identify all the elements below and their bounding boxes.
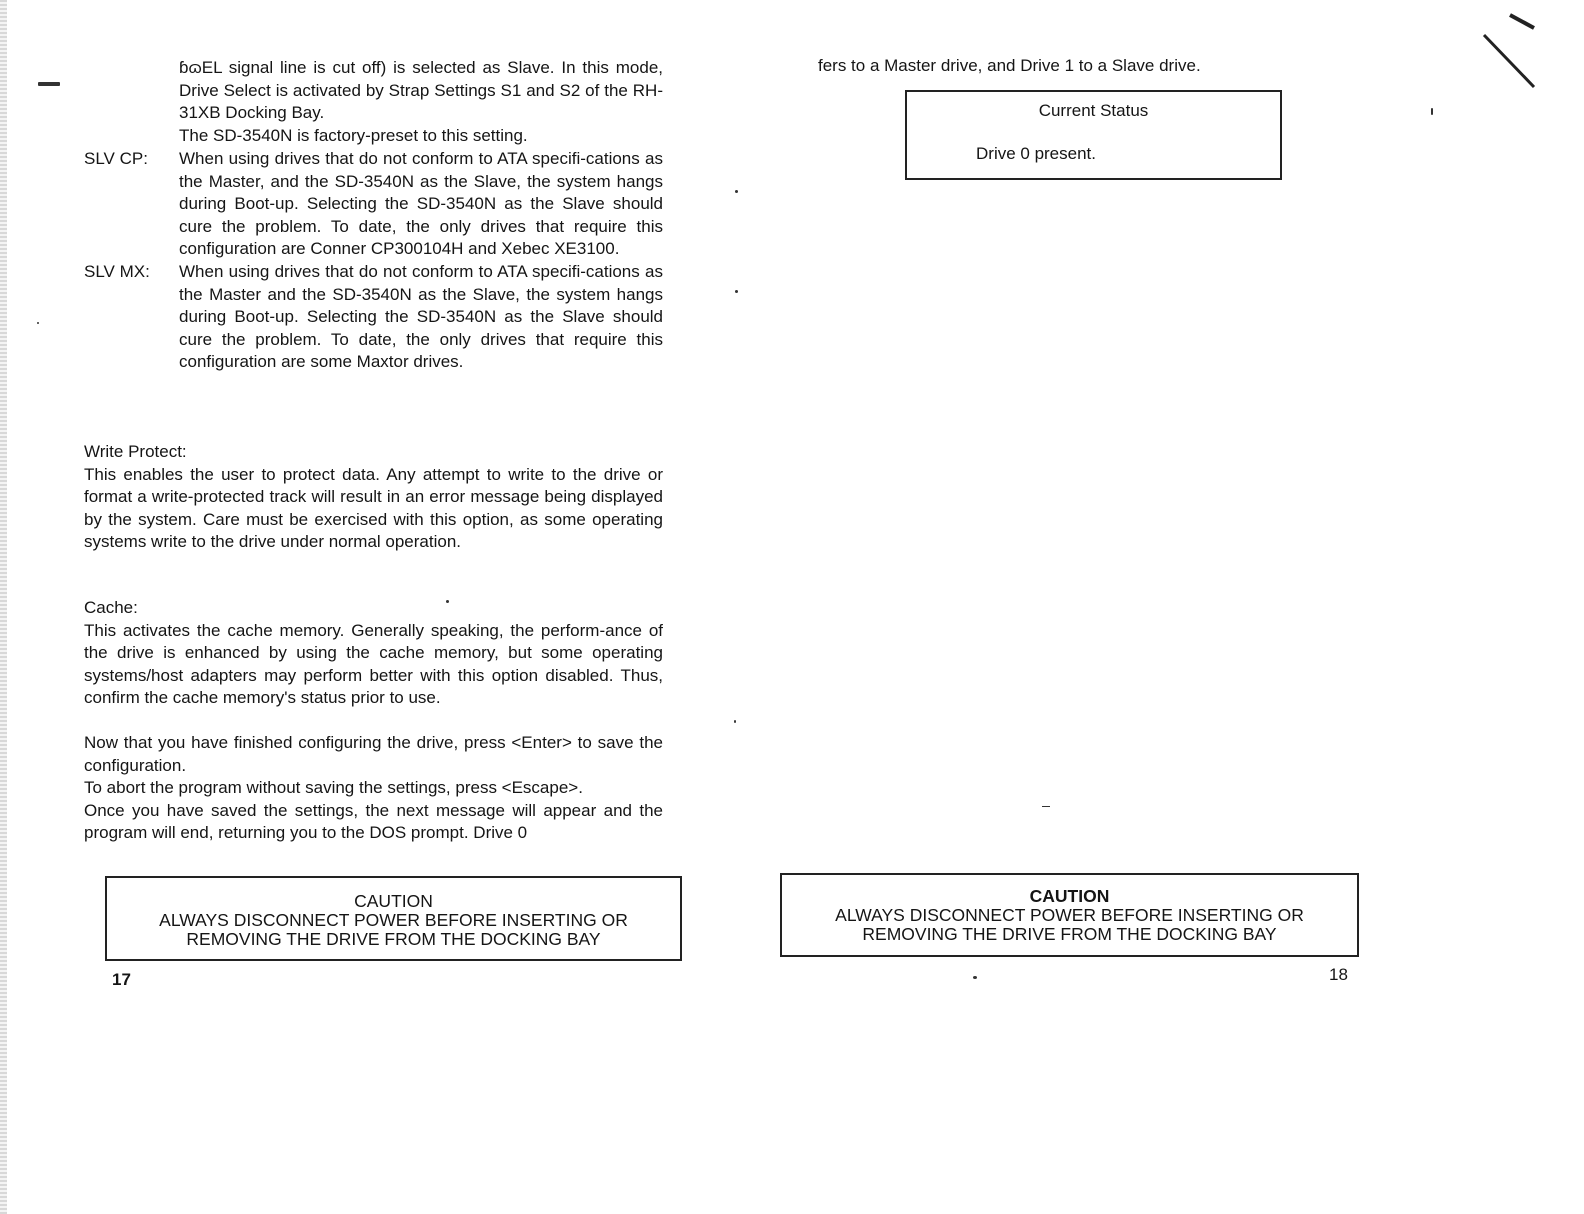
definition-slv-cp (84, 148, 663, 261)
definition-list (84, 148, 663, 374)
closing-line: To abort the program without saving the settings, press <Escape>. (84, 778, 583, 798)
caution-line: REMOVING THE DRIVE FROM THE DOCKING BAY (186, 929, 601, 949)
intro-note: The SD-3540N is factory-preset to this setting. (179, 125, 528, 145)
definition-term: SLV MX: (84, 261, 150, 281)
caution-line: ALWAYS DISCONNECT POWER BEFORE INSERTING OR (835, 905, 1304, 925)
scan-speck (37, 322, 39, 324)
definition-text: When using drives that do not conform to ATA specifi-cations as the Master, and the SD-3540N as the Slave, the system hangs during Boot-up. Selecting the SD-3540N as the Slave should cure the problem. To date, the only drives that require this configuration are Conner CP300104H and Xebec XE3100. (179, 149, 663, 259)
caution-title: CAUTION (354, 891, 433, 911)
closing-line: Now that you have finished configuring the drive, press <Enter> to save the configuration. (84, 733, 663, 775)
current-status-box (905, 90, 1282, 180)
scan-speck (1042, 806, 1050, 807)
scan-speck (735, 290, 738, 293)
closing-section (84, 732, 663, 845)
scan-speck (735, 190, 738, 193)
definition-slv-mx (84, 261, 663, 374)
intro-fragment: ɓɷEL signal line is cut off) is selected as Slave. In this mode, Drive Select is activated by Strap Settings S1 and S2 of the RH-31XB Docking Bay. (179, 58, 663, 123)
continuation-text: fers to a Master drive, and Drive 1 to a Slave drive. (818, 56, 1201, 75)
scan-speck (38, 82, 60, 86)
caution-title: CAUTION (1029, 886, 1110, 906)
scan-mark (1480, 10, 1540, 90)
section-body: This activates the cache memory. Generally speaking, the perform-ance of the drive is enhanced by using the cache memory, but some operating systems/host adapters may perform better with this option disabled. Thus, confirm the cache memory's status prior to use. (84, 620, 663, 708)
page-number: 17 (112, 970, 131, 989)
scan-speck (446, 600, 449, 603)
status-message: Drive 0 present. (976, 143, 1096, 163)
closing-line: Once you have saved the settings, the next message will appear and the program will end, returning you to the DOS prompt. Drive 0 (84, 800, 663, 843)
caution-box (105, 876, 682, 961)
definition-term: SLV CP: (84, 149, 148, 168)
section-body: This enables the user to protect data. Any attempt to write to the drive or format a write-protected track will result in an error message being displayed by the system. Care must be exercised with this option, as some operating systems write to the drive under normal operation. (84, 464, 663, 552)
caution-box (780, 873, 1359, 957)
scan-speck (734, 720, 736, 723)
section-heading: Cache: (84, 598, 138, 617)
status-title: Current Status (1038, 101, 1149, 120)
cache-section (84, 597, 663, 710)
definition-text: When using drives that do not conform to ATA specifi-cations as the Master and the SD-3540N as the Slave, the system hangs during Boot-up. Selecting the SD-3540N as the Slave should cure the problem. To date, the only drives that require this configuration are some Maxtor drives. (179, 261, 663, 372)
caution-line: ALWAYS DISCONNECT POWER BEFORE INSERTING OR (159, 910, 628, 930)
write-protect-section (84, 441, 663, 554)
scan-speck (973, 976, 977, 979)
page-18 (790, 0, 1584, 1214)
page-number: 18 (1329, 965, 1348, 984)
caution-line: REMOVING THE DRIVE FROM THE DOCKING BAY (862, 924, 1277, 944)
page-17 (0, 0, 790, 1214)
intro-block (179, 57, 663, 147)
scan-speck (1431, 108, 1433, 115)
section-heading: Write Protect: (84, 442, 187, 461)
